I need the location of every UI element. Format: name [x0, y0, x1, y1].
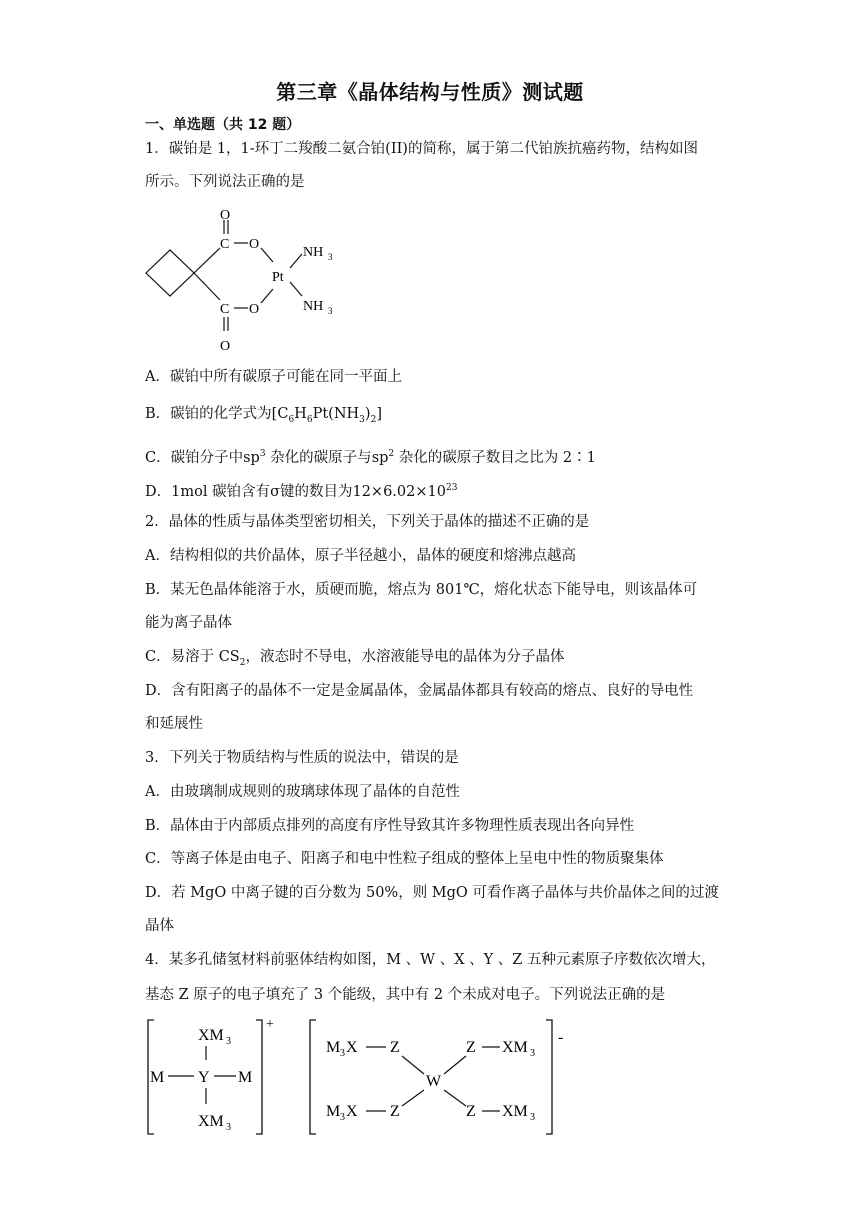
o-bottom-ester: O: [249, 302, 260, 317]
section-heading: 一、单选题（共 12 题）: [145, 117, 301, 133]
anion-m3x-top: M: [326, 1039, 341, 1056]
anion-xm3-br: XM: [502, 1103, 528, 1120]
anion-z-tl: Z: [390, 1039, 400, 1056]
anion-z-br: Z: [466, 1103, 476, 1120]
anion-m3x-bottom: M: [326, 1103, 341, 1120]
o-bottom: O: [220, 339, 231, 354]
svg-text:3: 3: [226, 1122, 231, 1133]
cation-m-left: M: [150, 1069, 165, 1086]
c-bottom: C: [220, 302, 230, 317]
anion-charge: -: [558, 1029, 564, 1046]
q3-option-a: A．由玻璃制成规则的玻璃球体现了晶体的自范性: [145, 784, 460, 800]
anion-z-bl: Z: [390, 1103, 400, 1120]
anion-left-bracket: [310, 1020, 316, 1134]
cyclobutane-ring: [146, 250, 194, 296]
page-title: 第三章《晶体结构与性质》测试题: [276, 80, 584, 104]
svg-text:3: 3: [340, 1112, 345, 1123]
q4-stem-line1: 4．某多孔储氢材料前驱体结构如图，M 、W 、X 、Y 、Z 五种元素原子序数依次增大，: [145, 952, 716, 968]
o-top: O: [220, 208, 231, 223]
q2-option-c: C．易溶于 $CS_2$，液态时不导电，水溶液能导电的晶体为分子晶体: [145, 649, 565, 668]
svg-text:3: 3: [530, 1048, 535, 1059]
anion-xm3-tr: XM: [502, 1039, 528, 1056]
q1-option-b: B．碳铂的化学式为$[C_6H_6Pt(NH_3)_2]$: [145, 406, 382, 425]
o-top-ester: O: [249, 237, 260, 252]
q2-option-b-line2: 能为离子晶体: [145, 615, 232, 631]
cation-charge: +: [266, 1017, 274, 1032]
q3-option-d-line1: D．若 MgO 中离子键的百分数为 50%，则 MgO 可看作离子晶体与共价晶体之间的过渡: [145, 885, 719, 901]
svg-text:3: 3: [226, 1036, 231, 1047]
nh3-bottom: NH: [303, 299, 324, 314]
q2-option-b-line1: B．某无色晶体能溶于水，质硬而脆，熔点为 801℃，熔化状态下能导电，则该晶体可: [145, 582, 698, 598]
svg-text:3: 3: [530, 1112, 535, 1123]
q3-option-d-line2: 晶体: [145, 918, 174, 934]
q1-stem-line1: 1．碳铂是 1，1-环丁二羧酸二氨合铂(II)的简称，属于第二代铂族抗癌药物，结构如图: [145, 141, 698, 157]
q2-option-d-line2: 和延展性: [145, 716, 203, 732]
q1-option-c: C．碳铂分子中$sp^3$ 杂化的碳原子与$sp^2$ 杂化的碳原子数目之比为 2∶1: [145, 449, 596, 466]
svg-text:X: X: [346, 1039, 358, 1056]
svg-text:3: 3: [328, 252, 333, 262]
cation-xm3-bottom: XM: [198, 1113, 224, 1130]
cation-xm3-top: XM: [198, 1027, 224, 1044]
anion-w: W: [426, 1073, 442, 1090]
svg-text:3: 3: [340, 1048, 345, 1059]
svg-text:X: X: [346, 1103, 358, 1120]
c-top: C: [220, 237, 230, 252]
q2-stem: 2．晶体的性质与晶体类型密切相关，下列关于晶体的描述不正确的是: [145, 514, 590, 530]
nh3-top: NH: [303, 245, 324, 260]
cation-right-bracket: [256, 1020, 262, 1134]
pt-atom: Pt: [272, 270, 284, 285]
anion-z-tr: Z: [466, 1039, 476, 1056]
q2-option-d-line1: D．含有阳离子的晶体不一定是金属晶体，金属晶体都具有较高的熔点、良好的导电性: [145, 683, 694, 699]
q1-option-a: A．碳铂中所有碳原子可能在同一平面上: [145, 369, 402, 385]
q4-stem-line2: 基态 Z 原子的电子填充了 3 个能级，其中有 2 个未成对电子。下列说法正确的是: [145, 987, 666, 1003]
precursor-structure: [140, 1012, 580, 1142]
q3-stem: 3．下列关于物质结构与性质的说法中，错误的是: [145, 750, 459, 766]
anion-right-bracket: [546, 1020, 552, 1134]
svg-text:3: 3: [328, 306, 333, 316]
q2-option-a: A．结构相似的共价晶体，原子半径越小，晶体的硬度和熔沸点越高: [145, 548, 576, 564]
carboplatin-structure: [140, 200, 360, 360]
q1-stem-line2: 所示。下列说法正确的是: [145, 174, 305, 190]
q3-option-c: C．等离子体是由电子、阳离子和电中性粒子组成的整体上呈电中性的物质聚集体: [145, 851, 664, 867]
cation-m-right: M: [238, 1069, 253, 1086]
q1-option-d: D．1mol 碳铂含有σ键的数目为$12\times 6.02\times 10^{23}$: [145, 483, 458, 500]
q3-option-b: B．晶体由于内部质点排列的高度有序性导致其许多物理性质表现出各向异性: [145, 818, 635, 834]
cation-y: Y: [198, 1069, 210, 1086]
